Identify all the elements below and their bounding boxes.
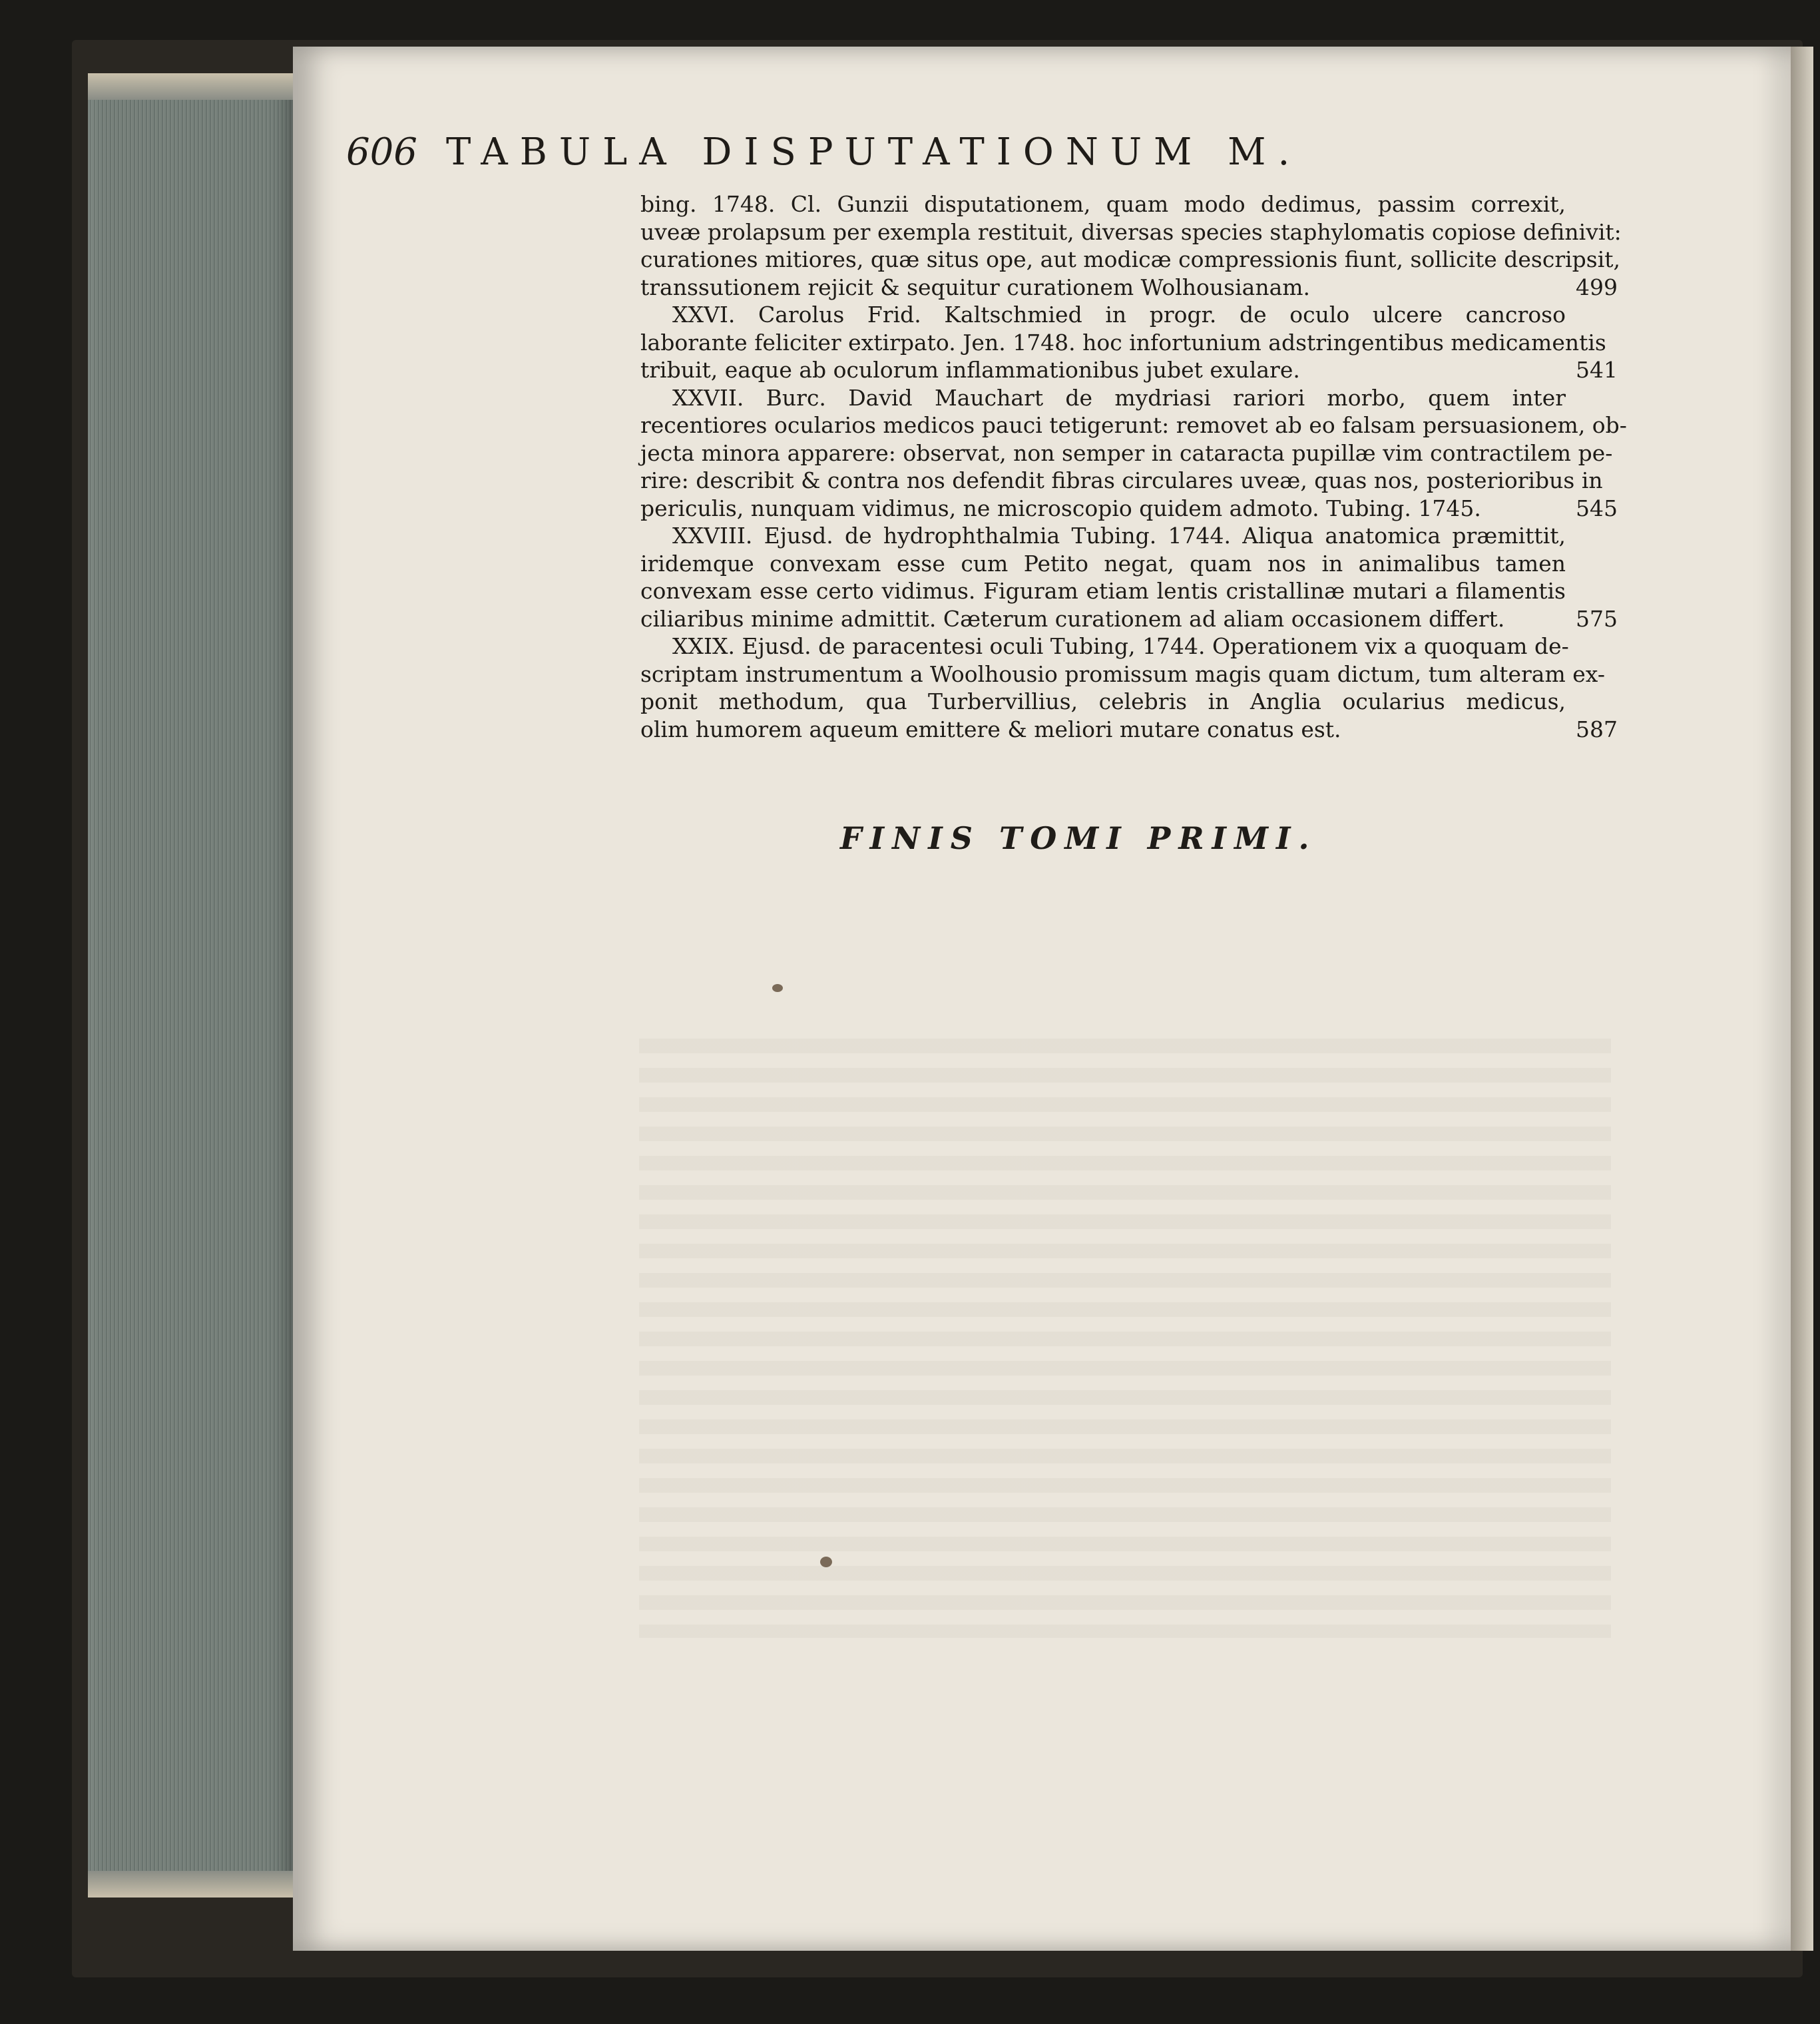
text-line	[640, 384, 1618, 412]
text-line-content: uveæ prolapsum per exempla restituit, diversas species staphylomatis copiose definivit:	[640, 218, 1622, 245]
text-line-content: convexam esse certo vidimus. Figuram etiam lentis cristallinæ mutari a filamentis	[640, 578, 1566, 604]
text-line	[640, 577, 1618, 605]
page-reference: 541	[1576, 357, 1618, 383]
text-line-content: rire: describit & contra nos defendit fibras circulares uveæ, quas nos, posterioribus in	[640, 467, 1603, 493]
text-line-content: iridemque convexam esse cum Petito negat, quam nos in animalibus tamen	[640, 550, 1566, 577]
facing-page-edge	[1791, 47, 1813, 1951]
text-line	[640, 716, 1618, 744]
ink-spot	[772, 984, 783, 992]
text-line	[640, 660, 1618, 688]
text-line	[640, 329, 1618, 357]
page-reference: 499	[1576, 274, 1618, 300]
text-line	[640, 439, 1618, 467]
text-line-content: laborante feliciter extirpato. Jen. 1748. hoc infortunium adstringentibus medicamentis	[640, 329, 1606, 356]
fore-edge-top	[88, 73, 301, 100]
show-through-bleed	[639, 1039, 1611, 1638]
text-line-content: olim humorem aqueum emittere & meliori mutare conatus est.	[640, 716, 1341, 742]
text-line-content: XXVIII. Ejusd. de hydrophthalmia Tubing. 1744. Aliqua anatomica præmittit,	[672, 523, 1566, 549]
text-line	[640, 550, 1618, 578]
text-line-content: tribuit, eaque ab oculorum inflammationibus jubet exulare.	[640, 357, 1300, 383]
text-line-content: bing. 1748. Cl. Gunzii disputationem, quam modo dedimus, passim correxit,	[640, 191, 1566, 217]
text-line	[640, 246, 1621, 274]
text-line-content: transsutionem rejicit & sequitur curationem Wolhousianam.	[640, 274, 1311, 300]
text-line	[640, 495, 1618, 523]
finis-line: FINIS TOMI PRIMI.	[840, 820, 1317, 856]
book-fore-edge	[88, 73, 301, 1898]
text-line-content: scriptam instrumentum a Woolhousio promissum magis quam dictum, tum alteram ex-	[640, 660, 1605, 687]
page-reference: 587	[1576, 716, 1618, 742]
text-line-content: ciliaribus minime admittit. Cæterum curationem ad aliam occasionem differt.	[640, 605, 1505, 632]
text-line	[640, 356, 1618, 384]
text-line	[640, 274, 1618, 302]
page-reference: 545	[1576, 495, 1618, 521]
text-line	[640, 190, 1618, 218]
ink-spot	[820, 1557, 832, 1567]
text-line	[640, 411, 1627, 439]
text-line	[640, 605, 1618, 633]
text-line	[640, 301, 1618, 329]
text-line	[640, 632, 1618, 660]
text-line-content: curationes mitiores, quæ situs ope, aut modicæ compressionis fiunt, sollicite descripsit,	[640, 246, 1621, 272]
fore-edge-bottom	[88, 1871, 301, 1898]
page-reference: 575	[1576, 605, 1618, 632]
text-line	[640, 467, 1618, 495]
text-line	[640, 218, 1622, 246]
text-line-content: XXVI. Carolus Frid. Kaltschmied in progr. de oculo ulcere cancroso	[672, 302, 1566, 328]
text-line-content: periculis, nunquam vidimus, ne microscopio quidem admoto. Tubing. 1745.	[640, 495, 1481, 521]
text-line-content: recentiores ocularios medicos pauci tetigerunt: removet ab eo falsam persuasionem, ob-	[640, 412, 1627, 438]
page-number: 606	[346, 130, 417, 174]
body-text	[640, 190, 1627, 743]
text-line-content: jecta minora apparere: observat, non semper in cataracta pupillæ vim contractilem pe-	[640, 439, 1613, 466]
text-line-content: ponit methodum, qua Turbervillius, celebris in Anglia ocularius medicus,	[640, 688, 1566, 714]
text-line	[640, 522, 1618, 550]
text-line-content: XXVII. Burc. David Mauchart de mydriasi rariori morbo, quem inter	[672, 384, 1566, 411]
running-title: TABULA DISPUTATIONUM M.	[446, 130, 1302, 174]
text-line	[640, 688, 1618, 716]
text-line-content: XXIX. Ejusd. de paracentesi oculi Tubing, 1744. Operationem vix a quoquam de-	[672, 633, 1569, 659]
page-header	[346, 130, 1491, 184]
